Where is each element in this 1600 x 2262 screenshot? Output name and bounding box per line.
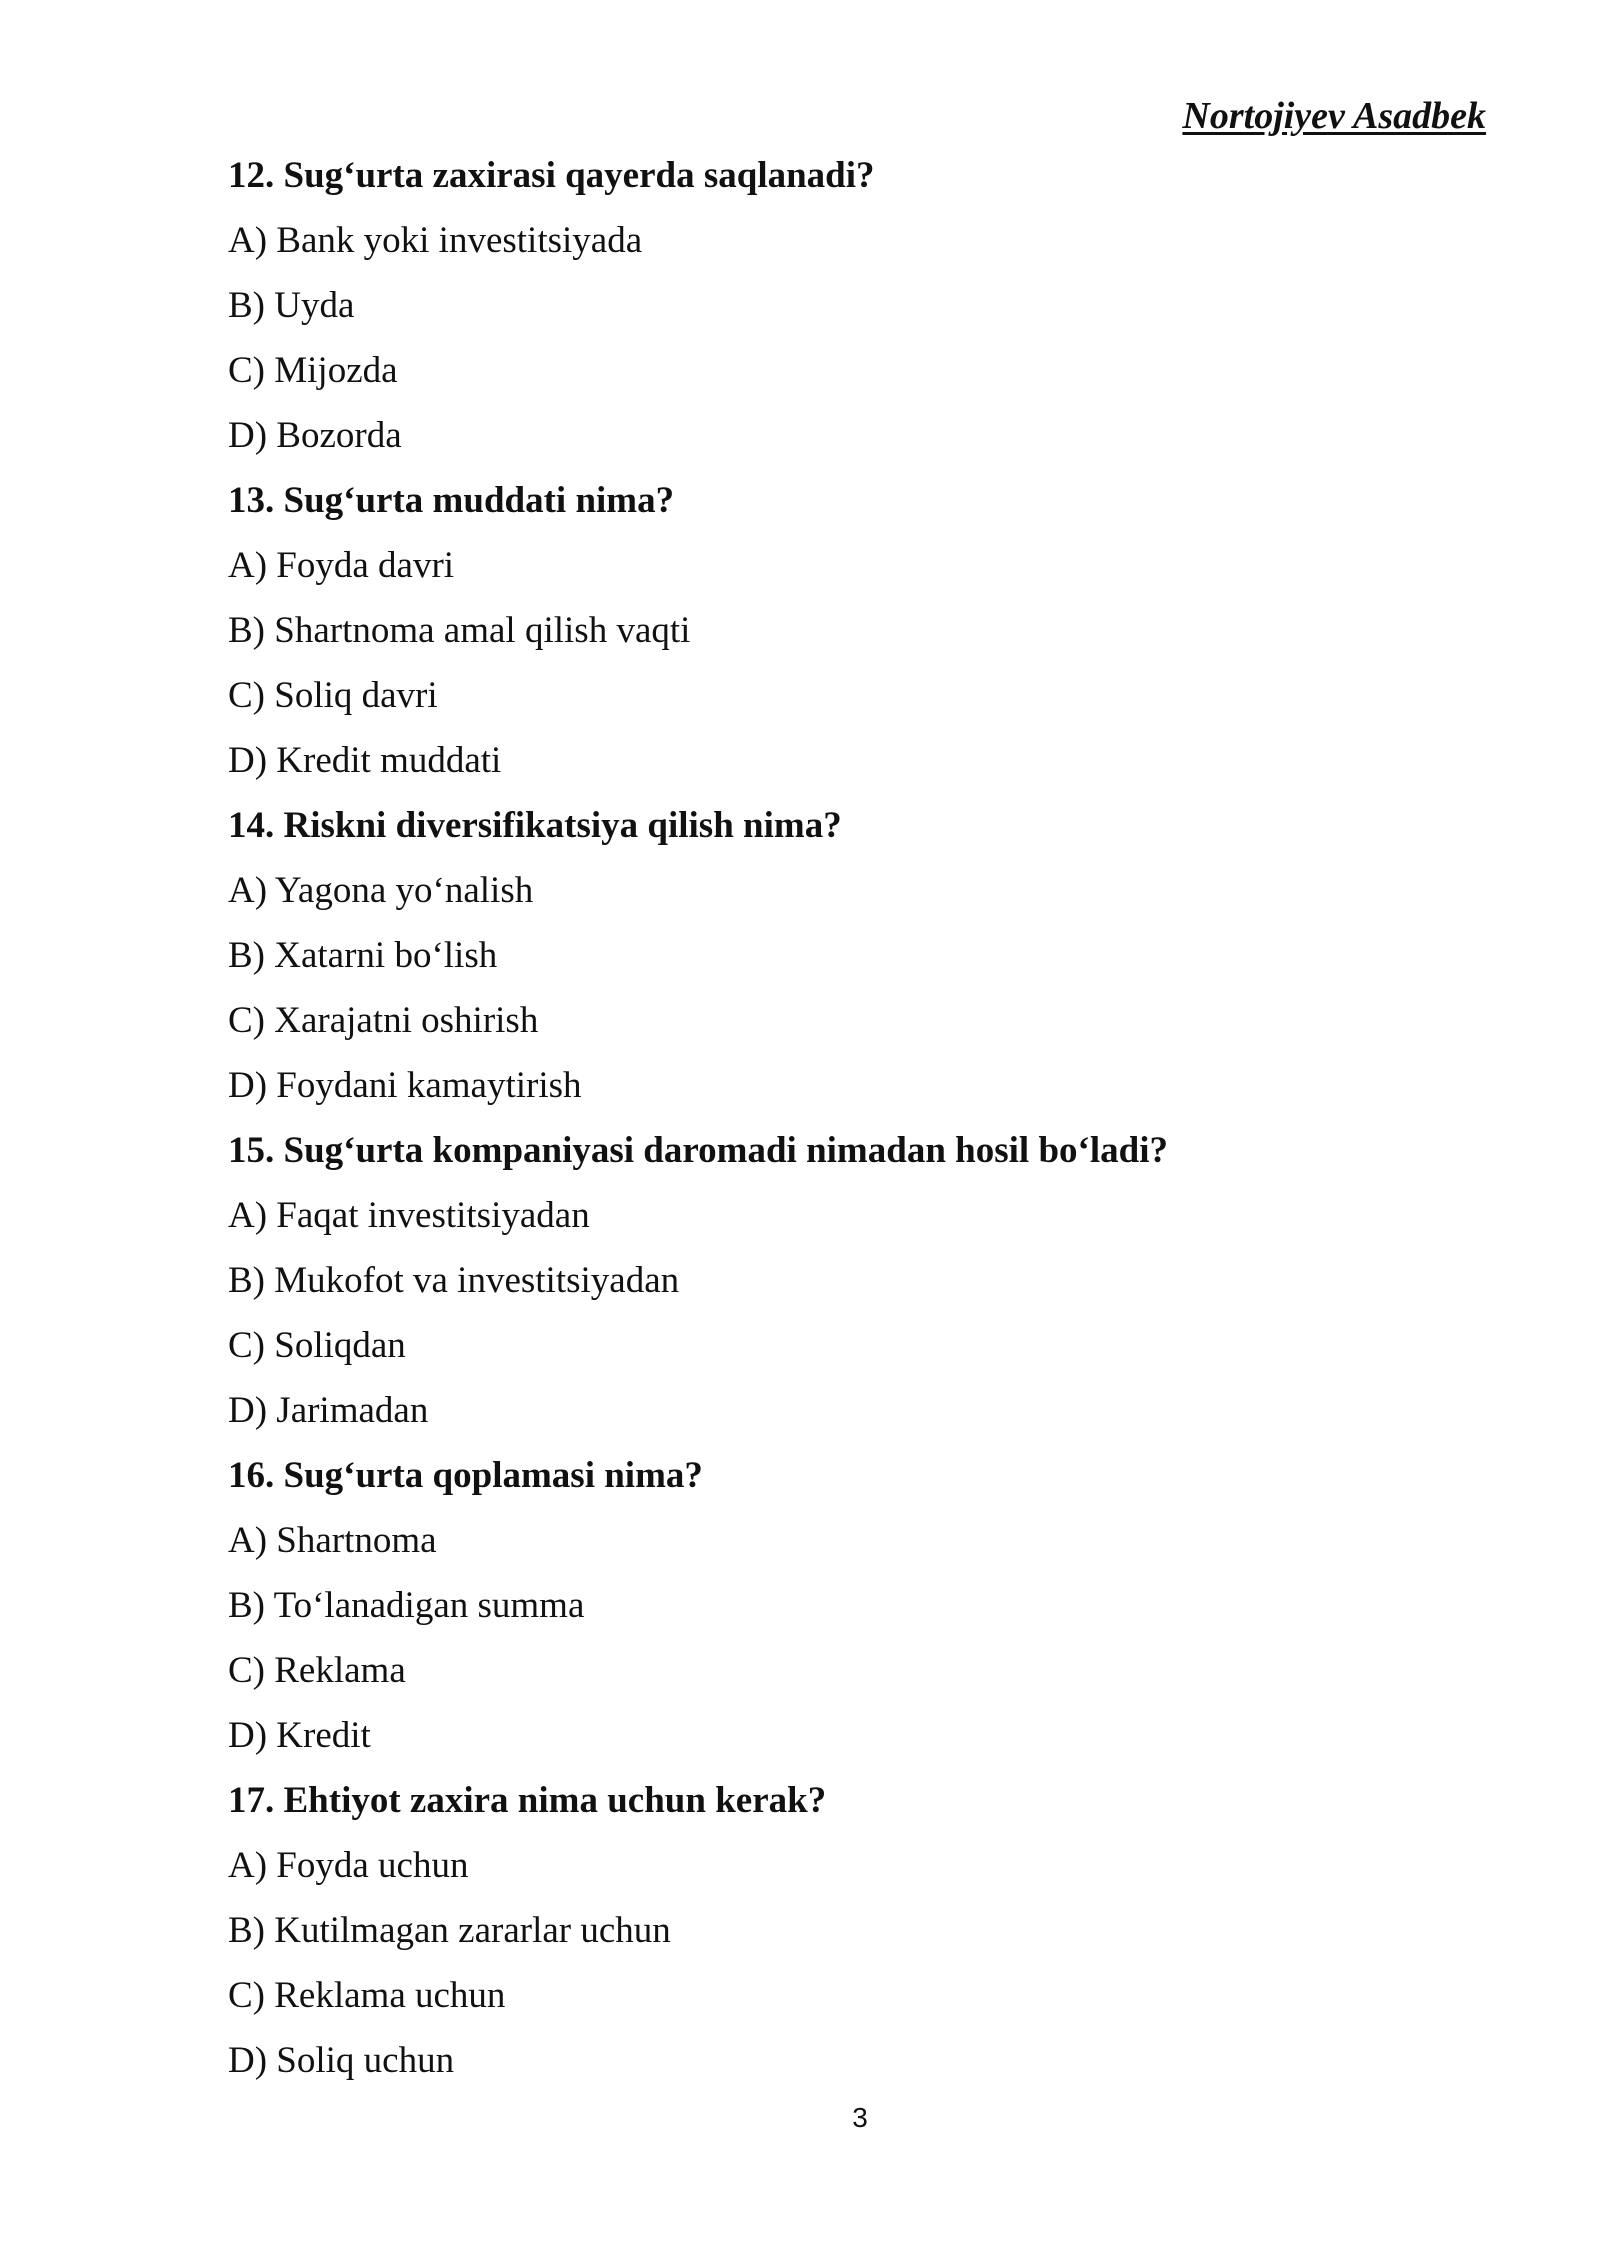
- question-14: [228, 800, 1488, 1125]
- answer-option-b: B) Xatarni bo‘lish: [228, 935, 498, 976]
- answer-option-c: C) Soliqdan: [228, 1325, 406, 1366]
- author-name: Nortojiyev Asadbek: [1182, 95, 1486, 137]
- answer-option-c: C) Reklama uchun: [228, 1975, 506, 2016]
- answer-option-b: B) Kutilmagan zararlar uchun: [228, 1910, 671, 1951]
- question-title: 15. Sug‘urta kompaniyasi daromadi nimadan hosil bo‘ladi?: [228, 1130, 1168, 1171]
- answer-option-a: A) Bank yoki investitsiyada: [228, 220, 643, 261]
- answer-option-b: B) Mukofot va investitsiyadan: [228, 1260, 680, 1301]
- answer-option-a: A) Foyda uchun: [228, 1845, 469, 1886]
- answer-option-d: D) Soliq uchun: [228, 2040, 455, 2081]
- answer-option-a: A) Yagona yo‘nalish: [228, 870, 534, 911]
- question-16: [228, 1450, 1488, 1775]
- question-15: [228, 1125, 1488, 1450]
- question-list: [228, 150, 1488, 2100]
- answer-option-c: C) Xarajatni oshirish: [228, 1000, 539, 1041]
- question-17: [228, 1775, 1488, 2100]
- answer-option-c: C) Reklama: [228, 1650, 406, 1691]
- answer-option-d: D) Kredit muddati: [228, 740, 502, 781]
- question-title: 16. Sug‘urta qoplamasi nima?: [228, 1455, 703, 1496]
- question-title: 14. Riskni diversifikatsiya qilish nima?: [228, 805, 842, 846]
- page-number: 3: [852, 2102, 868, 2133]
- answer-option-d: D) Jarimadan: [228, 1390, 429, 1431]
- answer-option-a: A) Shartnoma: [228, 1520, 437, 1561]
- answer-option-a: A) Faqat investitsiyadan: [228, 1195, 590, 1236]
- answer-option-c: C) Soliq davri: [228, 675, 438, 716]
- question-title: 17. Ehtiyot zaxira nima uchun kerak?: [228, 1780, 827, 1821]
- question-title: 13. Sug‘urta muddati nima?: [228, 480, 675, 521]
- answer-option-b: B) Shartnoma amal qilish vaqti: [228, 610, 691, 651]
- question-12: [228, 150, 1488, 475]
- answer-option-b: B) To‘lanadigan summa: [228, 1585, 585, 1626]
- answer-option-d: D) Bozorda: [228, 415, 402, 456]
- answer-option-b: B) Uyda: [228, 285, 355, 326]
- answer-option-d: D) Foydani kamaytirish: [228, 1065, 582, 1106]
- answer-option-a: A) Foyda davri: [228, 545, 455, 586]
- answer-option-c: C) Mijozda: [228, 350, 398, 391]
- question-title: 12. Sug‘urta zaxirasi qayerda saqlanadi?: [228, 155, 875, 196]
- answer-option-d: D) Kredit: [228, 1715, 371, 1756]
- question-13: [228, 475, 1488, 800]
